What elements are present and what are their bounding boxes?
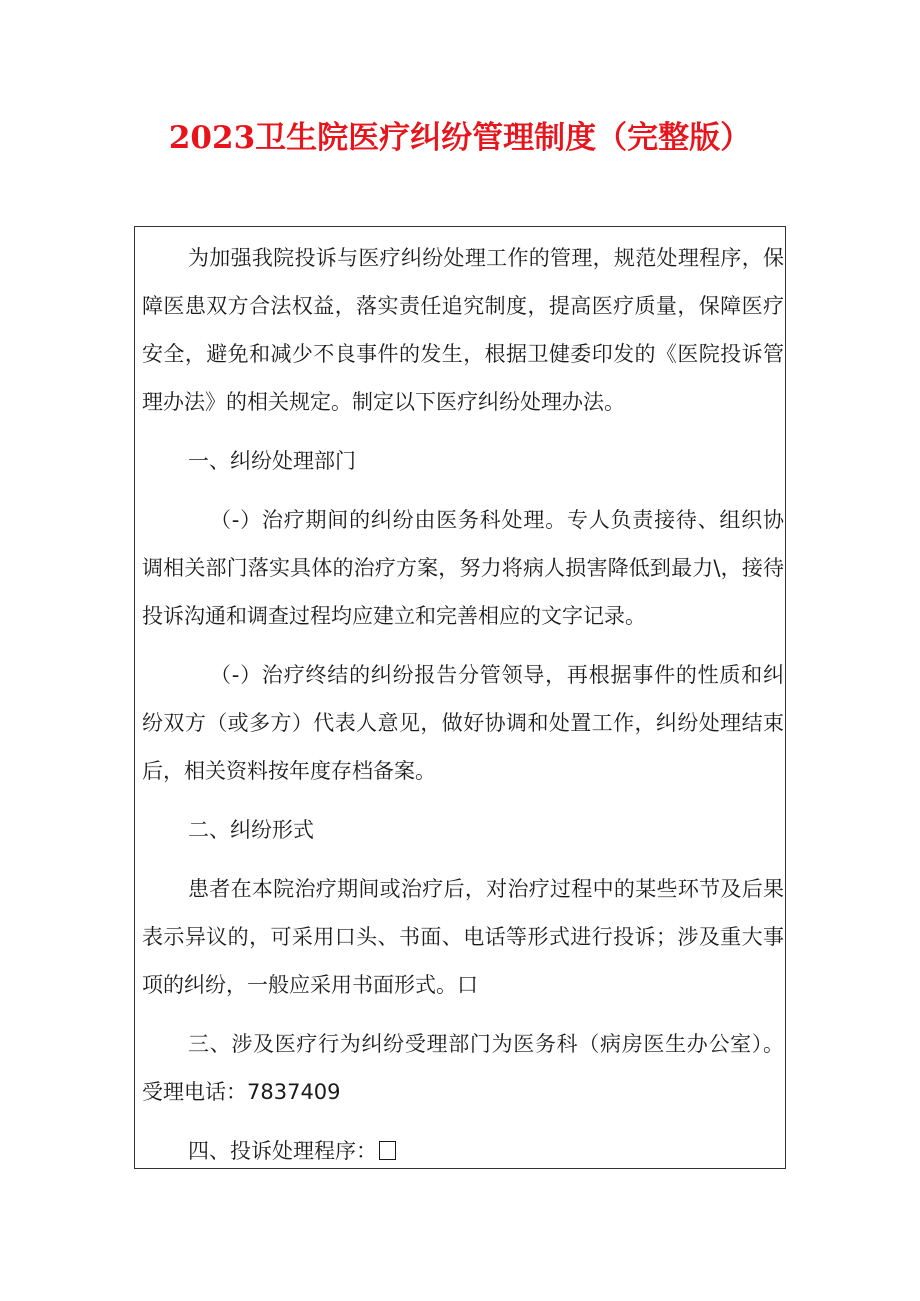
section-1-heading: 一、纠纷处理部门 <box>188 449 356 473</box>
section-2-body: 患者在本院治疗期间或治疗后，对治疗过程中的某些环节及后果表示异议的，可采用口头、书面、电话等形式进行投诉；涉及重大事项的纠纷，一般应采用书面形式。口 <box>142 877 784 997</box>
section-4-heading <box>142 1127 784 1175</box>
checkbox-square-icon <box>379 1141 396 1160</box>
document-title: 2023卫生院医疗纠纷管理制度（完整版） <box>168 120 752 156</box>
section-4-heading-text: 四、投诉处理程序： <box>188 1139 377 1163</box>
section-1-item-1: （-）治疗期间的纠纷由医务科处理。专人负责接待、组织协调相关部门落实具体的治疗方案，努力将病人损害降低到最力\，接待投诉沟通和调查过程均应建立和完善相应的文字记录。 <box>142 508 784 628</box>
section-3-paragraph: 三、涉及医疗行为纠纷受理部门为医务科（病房医生办公室）。受理电话：7837409 <box>142 1032 784 1104</box>
section-2-heading: 二、纠纷形式 <box>188 818 314 842</box>
section-1-item-2: （-）治疗终结的纠纷报告分管领导，再根据事件的性质和纠纷双方（或多方）代表人意见，做好协调和处置工作，纠纷处理结束后，相关资料按年度存档备案。 <box>142 663 784 783</box>
intro-paragraph: 为加强我院投诉与医疗纠纷处理工作的管理，规范处理程序，保障医患双方合法权益，落实责任追究制度，提高医疗质量，保障医疗安全，避免和减少不良事件的发生，根据卫健委印发的《医院投诉管理办法》的相关规定。制定以下医疗纠纷处理办法。 <box>142 246 784 414</box>
document-body <box>142 234 784 1175</box>
